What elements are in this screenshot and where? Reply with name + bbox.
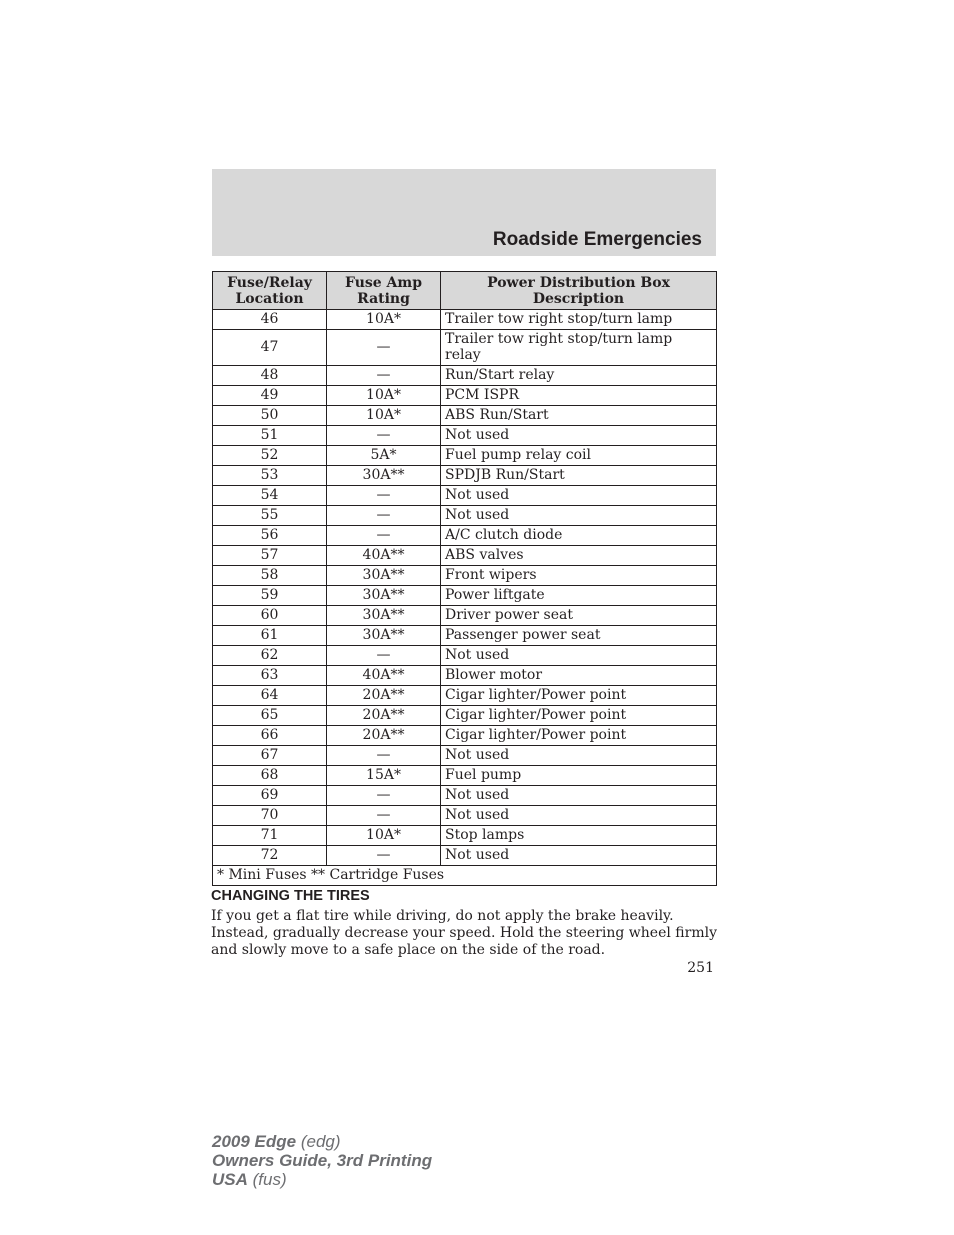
table-row (213, 666, 717, 686)
table-row (213, 486, 717, 506)
fuse-location-cell: 64 (213, 686, 327, 706)
footer-region-line (212, 1170, 432, 1189)
fuse-rating-cell: 30A** (327, 566, 441, 586)
fuse-location-cell: 51 (213, 426, 327, 446)
table-row (213, 806, 717, 826)
fuse-location-cell: 53 (213, 466, 327, 486)
table-row (213, 426, 717, 446)
page-number: 251 (687, 960, 714, 976)
fuse-rating-cell: — (327, 806, 441, 826)
fuse-location-cell: 57 (213, 546, 327, 566)
fuse-location-cell: 48 (213, 366, 327, 386)
table-row (213, 686, 717, 706)
fuse-location-cell: 50 (213, 406, 327, 426)
footer-guide-line (212, 1151, 432, 1170)
fuse-location-cell: 72 (213, 846, 327, 866)
fuse-description-cell: Not used (441, 806, 717, 826)
column-header-description: Power Distribution Box Description (441, 272, 717, 310)
section-title: Roadside Emergencies (492, 229, 702, 250)
fuse-location-cell: 69 (213, 786, 327, 806)
fuse-description-cell: Driver power seat (441, 606, 717, 626)
fuse-description-cell: Not used (441, 426, 717, 446)
paragraph-line: If you get a flat tire while driving, do not apply the brake heavily. (211, 908, 674, 924)
footer-model: 2009 Edge (212, 1132, 297, 1151)
fuse-description-cell: Cigar lighter/Power point (441, 726, 717, 746)
table-row (213, 386, 717, 406)
footer-guide: Owners Guide, 3rd Printing (212, 1151, 433, 1170)
document-footer (212, 1132, 432, 1189)
footer-model-code: (edg) (300, 1132, 341, 1151)
fuse-rating-cell: 30A** (327, 586, 441, 606)
fuse-description-cell: Passenger power seat (441, 626, 717, 646)
fuse-rating-cell: 10A* (327, 406, 441, 426)
fuse-table-header-row (213, 272, 717, 310)
fuse-location-cell: 71 (213, 826, 327, 846)
paragraph-line: Instead, gradually decrease your speed. Hold the steering wheel firmly (211, 925, 717, 941)
table-row (213, 726, 717, 746)
fuse-rating-cell: 30A** (327, 466, 441, 486)
fuse-rating-cell: 40A** (327, 666, 441, 686)
table-row (213, 466, 717, 486)
fuse-description-cell: Not used (441, 846, 717, 866)
fuse-description-cell: Blower motor (441, 666, 717, 686)
fuse-description-cell: Not used (441, 646, 717, 666)
table-row (213, 406, 717, 426)
table-row (213, 746, 717, 766)
table-row (213, 786, 717, 806)
table-row (213, 826, 717, 846)
fuse-description-cell: Not used (441, 506, 717, 526)
fuse-location-cell: 49 (213, 386, 327, 406)
footer-region: USA (212, 1170, 248, 1189)
table-row (213, 526, 717, 546)
fuse-location-cell: 66 (213, 726, 327, 746)
fuse-description-cell: ABS valves (441, 546, 717, 566)
fuse-description-cell: SPDJB Run/Start (441, 466, 717, 486)
fuse-table-footnote-row (213, 866, 717, 886)
fuse-table-footnote: * Mini Fuses ** Cartridge Fuses (213, 866, 717, 886)
footer-model-line (212, 1132, 432, 1151)
fuse-rating-cell: 10A* (327, 310, 441, 330)
fuse-location-cell: 61 (213, 626, 327, 646)
fuse-table (212, 271, 717, 886)
changing-tires-heading: CHANGING THE TIRES (211, 888, 370, 904)
table-row (213, 446, 717, 466)
fuse-description-cell: Trailer tow right stop/turn lamp (441, 310, 717, 330)
column-header-amp-rating: Fuse Amp Rating (327, 272, 441, 310)
fuse-description-cell: Trailer tow right stop/turn lamp relay (441, 330, 717, 366)
fuse-location-cell: 62 (213, 646, 327, 666)
fuse-description-cell: Not used (441, 486, 717, 506)
table-row (213, 626, 717, 646)
fuse-location-cell: 60 (213, 606, 327, 626)
fuse-description-cell: Not used (441, 786, 717, 806)
fuse-description-cell: A/C clutch diode (441, 526, 717, 546)
fuse-description-cell: Cigar lighter/Power point (441, 686, 717, 706)
fuse-rating-cell: 30A** (327, 626, 441, 646)
fuse-location-cell: 46 (213, 310, 327, 330)
fuse-rating-cell: 20A** (327, 706, 441, 726)
fuse-rating-cell: 10A* (327, 386, 441, 406)
table-row (213, 366, 717, 386)
fuse-rating-cell: — (327, 426, 441, 446)
section-header-band (212, 169, 716, 256)
fuse-rating-cell: 20A** (327, 726, 441, 746)
fuse-location-cell: 68 (213, 766, 327, 786)
fuse-location-cell: 59 (213, 586, 327, 606)
fuse-location-cell: 67 (213, 746, 327, 766)
fuse-rating-cell: — (327, 366, 441, 386)
fuse-location-cell: 54 (213, 486, 327, 506)
table-row (213, 706, 717, 726)
fuse-rating-cell: 10A* (327, 826, 441, 846)
fuse-table-body (213, 310, 717, 866)
fuse-location-cell: 58 (213, 566, 327, 586)
fuse-rating-cell: — (327, 846, 441, 866)
fuse-location-cell: 47 (213, 330, 327, 366)
fuse-rating-cell: — (327, 486, 441, 506)
fuse-rating-cell: 30A** (327, 606, 441, 626)
fuse-location-cell: 55 (213, 506, 327, 526)
paragraph-line: and slowly move to a safe place on the side of the road. (211, 942, 606, 958)
fuse-description-cell: Fuel pump relay coil (441, 446, 717, 466)
fuse-rating-cell: — (327, 506, 441, 526)
table-row (213, 606, 717, 626)
fuse-location-cell: 65 (213, 706, 327, 726)
changing-tires-paragraph (211, 908, 717, 959)
fuse-description-cell: Power liftgate (441, 586, 717, 606)
fuse-rating-cell: — (327, 786, 441, 806)
fuse-location-cell: 63 (213, 666, 327, 686)
table-row (213, 646, 717, 666)
fuse-rating-cell: 20A** (327, 686, 441, 706)
fuse-rating-cell: 15A* (327, 766, 441, 786)
fuse-rating-cell: 5A* (327, 446, 441, 466)
fuse-description-cell: Stop lamps (441, 826, 717, 846)
fuse-description-cell: Fuel pump (441, 766, 717, 786)
fuse-description-cell: PCM ISPR (441, 386, 717, 406)
table-row (213, 506, 717, 526)
fuse-location-cell: 56 (213, 526, 327, 546)
table-row (213, 330, 717, 366)
fuse-rating-cell: — (327, 646, 441, 666)
table-row (213, 566, 717, 586)
fuse-location-cell: 52 (213, 446, 327, 466)
fuse-rating-cell: — (327, 746, 441, 766)
fuse-rating-cell: 40A** (327, 546, 441, 566)
fuse-description-cell: Run/Start relay (441, 366, 717, 386)
column-header-location: Fuse/Relay Location (213, 272, 327, 310)
table-row (213, 846, 717, 866)
fuse-location-cell: 70 (213, 806, 327, 826)
fuse-description-cell: Front wipers (441, 566, 717, 586)
table-row (213, 586, 717, 606)
fuse-description-cell: Cigar lighter/Power point (441, 706, 717, 726)
table-row (213, 766, 717, 786)
fuse-description-cell: Not used (441, 746, 717, 766)
fuse-description-cell: ABS Run/Start (441, 406, 717, 426)
fuse-rating-cell: — (327, 330, 441, 366)
table-row (213, 546, 717, 566)
table-row (213, 310, 717, 330)
footer-region-code: (fus) (252, 1170, 287, 1189)
fuse-rating-cell: — (327, 526, 441, 546)
